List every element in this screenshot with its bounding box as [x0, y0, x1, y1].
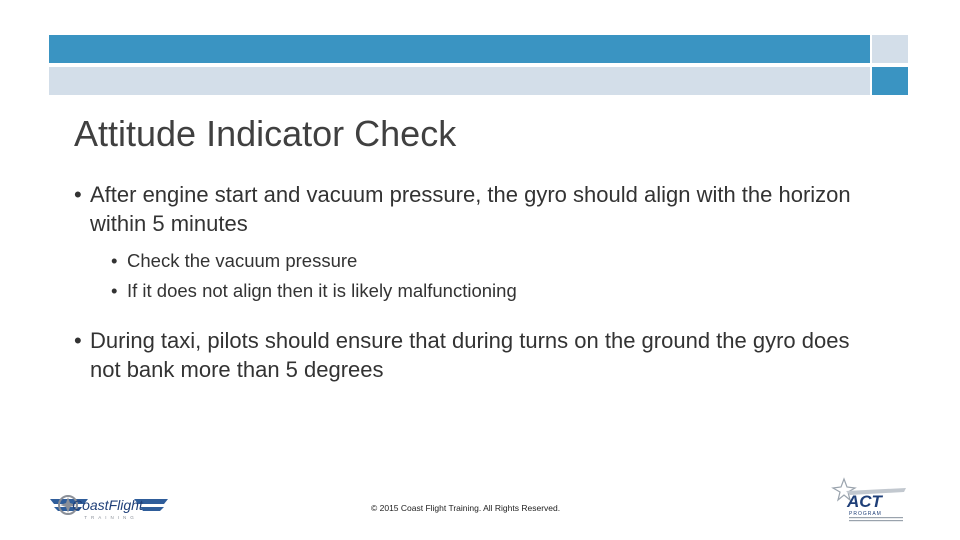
act-wordmark: ACT — [847, 492, 882, 511]
copyright-footer: © 2015 Coast Flight Training. All Rights Reserved. — [371, 503, 561, 513]
header-bar-bottom — [49, 67, 870, 95]
sub-bullet-2-text: If it does not align then it is likely malfunctioning — [127, 280, 517, 301]
bullet-dot: • — [74, 328, 82, 353]
act-tagline: PROGRAM — [849, 511, 882, 517]
coastflight-tagline: TRAINING — [84, 515, 138, 520]
bullet-1-text: After engine start and vacuum pressure, the gyro should align with the horizon within 5 minutes — [90, 182, 851, 236]
coastflight-logo — [48, 488, 170, 522]
sub-bullet-2 — [111, 276, 894, 306]
bullet-dot: • — [74, 182, 82, 207]
slide-title: Attitude Indicator Check — [74, 113, 457, 154]
sub-bullet-1-text: Check the vacuum pressure — [127, 250, 358, 271]
slide-content — [74, 180, 894, 384]
sub-bullet-1 — [111, 246, 894, 276]
header-bar-bottom-end — [872, 67, 908, 95]
bullet-2-text: During taxi, pilots should ensure that during turns on the ground the gyro does not bank more than 5 degrees — [90, 328, 850, 382]
bullet-1-subitems — [111, 246, 894, 306]
bullet-dot: • — [111, 250, 118, 271]
act-program-logo — [830, 476, 912, 524]
bullet-1 — [74, 180, 880, 238]
header-bar-top — [49, 35, 870, 63]
coastflight-wordmark: CoastFlight — [72, 497, 143, 513]
bullet-2 — [74, 326, 880, 384]
spacer — [74, 306, 894, 326]
header-bar-top-end — [872, 35, 908, 63]
bullet-dot: • — [111, 280, 118, 301]
